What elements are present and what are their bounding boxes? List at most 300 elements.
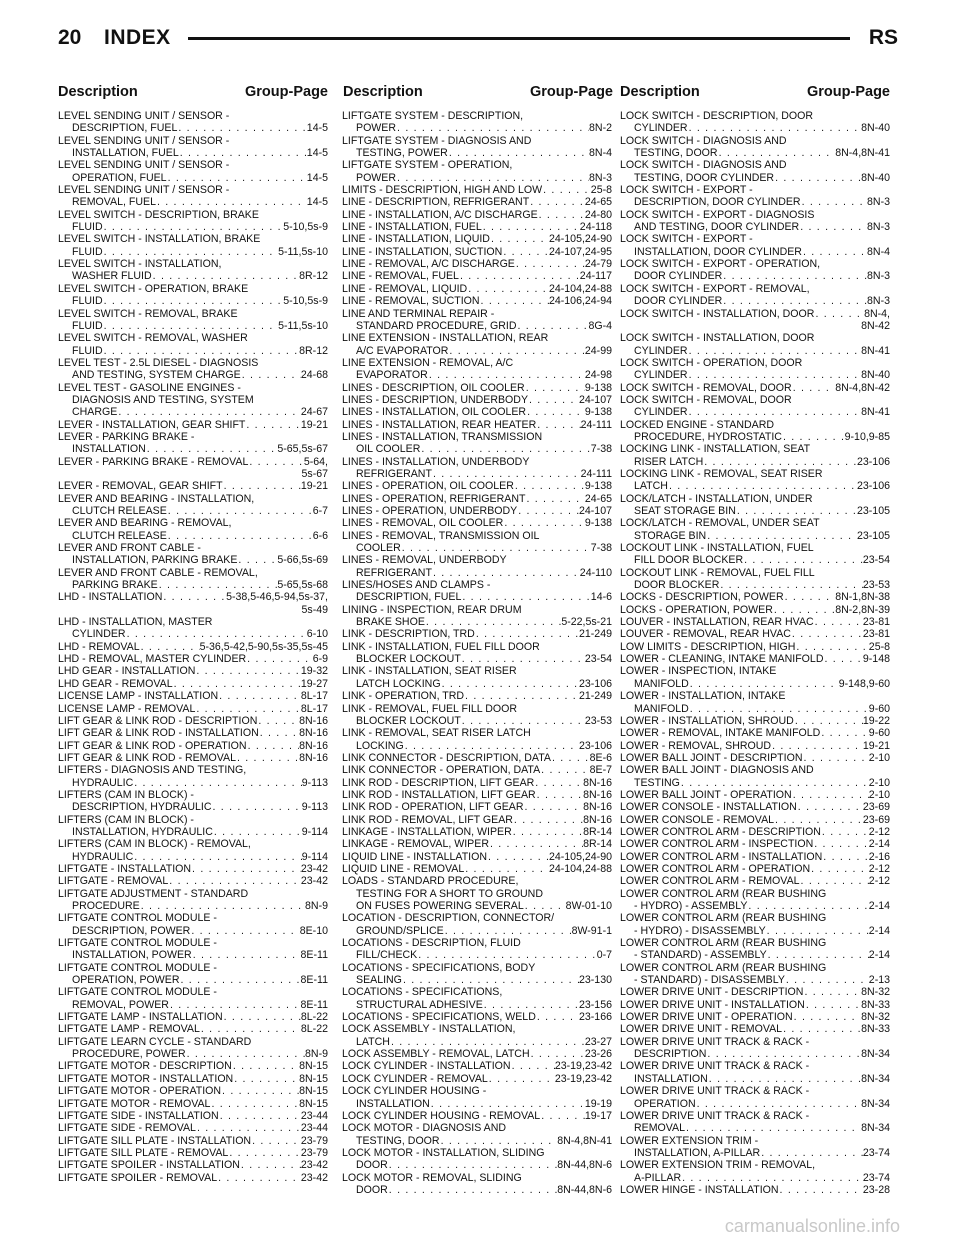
entry-page: 9-148 (862, 653, 890, 666)
column-header-description: Description (58, 84, 138, 100)
entry-page: 9-148,9-60 (838, 677, 890, 690)
index-entry (620, 986, 890, 998)
entry-text: LOW LIMITS - DESCRIPTION, HIGH (620, 640, 796, 653)
entry-text: LOWER - REMOVAL, SHROUD (620, 739, 772, 752)
dot-leader (703, 456, 857, 468)
entry-text: - STANDARD) - DISASSEMBLY (634, 974, 785, 987)
entry-text: RISER LATCH (634, 455, 704, 468)
entry-page: 8N-4, (864, 307, 890, 320)
entry-page: 24-105,24-90 (548, 233, 612, 246)
entry-text: FILL/CHECK (356, 949, 418, 962)
entry-page: 23-26 (584, 1048, 612, 1061)
dot-leader (536, 1011, 579, 1023)
entry-page: 5-64, (303, 455, 328, 468)
dot-leader (192, 949, 301, 961)
entry-text: LEVER - REMOVAL, GEAR SHIFT (58, 480, 223, 493)
entry-page: 5-38,5-46,5-94,5s-37, (226, 591, 328, 604)
dot-leader (542, 184, 591, 196)
index-entry (620, 764, 890, 789)
index-entry (342, 801, 612, 813)
entry-text: LINK ROD - DESCRIPTION, LIFT GEAR (342, 776, 535, 789)
dot-leader (502, 246, 549, 258)
entry-text: LIQUID LINE - INSTALLATION (342, 850, 488, 863)
dot-leader (167, 172, 307, 184)
dot-leader (195, 703, 301, 715)
entry-text: LINES - INSTALLATION, REAR HEATER (342, 418, 537, 431)
entry-page: 9-138 (584, 517, 612, 530)
index-entry (620, 567, 890, 592)
entry-page: 8L-17 (300, 690, 328, 703)
entry-text: LINES - OPERATION, UNDERBODY (342, 505, 518, 517)
dot-leader (803, 986, 861, 998)
dot-leader (430, 1098, 585, 1110)
index-entry (58, 665, 328, 677)
entry-text: LOWER - INSTALLATION, SHROUD (620, 714, 794, 727)
index-entry (58, 863, 328, 875)
index-entry (620, 641, 890, 653)
entry-text: OIL COOLER (356, 443, 421, 456)
entry-page: 23-54 (584, 653, 612, 666)
dot-leader (173, 678, 301, 690)
entry-text: BRAKE SHOE (356, 616, 425, 629)
index-entry (342, 851, 612, 863)
dot-leader (540, 1110, 585, 1122)
index-entry (58, 456, 328, 481)
entry-page: 8N-41 (861, 406, 890, 419)
entry-page: 9-60 (868, 727, 890, 740)
index-entry (58, 1110, 328, 1122)
index-entry (58, 1036, 328, 1061)
entry-text: MANIFOLD (634, 677, 689, 690)
entry-text: DESCRIPTION, FUEL (356, 591, 462, 604)
dot-leader (158, 579, 278, 591)
entry-page: 8N-44,8N-6 (557, 1159, 612, 1172)
dot-leader (736, 505, 857, 517)
entry-page: 8R-14 (583, 825, 612, 838)
entry-text: LIFTGATE MOTOR - OPERATION (58, 1085, 222, 1098)
dot-leader (774, 172, 861, 184)
index-entry (342, 752, 612, 764)
entry-text: LOWER BALL JOINT - DIAGNOSIS AND (620, 764, 814, 777)
entry-text: LIFTGATE - REMOVAL (58, 875, 169, 888)
entry-text: CYLINDER (634, 344, 688, 357)
dot-leader (133, 777, 301, 789)
entry-text: LOCKED ENGINE - STANDARD (620, 418, 775, 431)
entry-text: LEVEL SENDING UNIT / SENSOR - (58, 159, 230, 172)
entry-text: LINES - REMOVAL, UNDERBODY (342, 554, 507, 567)
entry-text: LIFT GEAR & LINK ROD - REMOVAL (58, 751, 236, 764)
entry-page: 6-9 (312, 653, 328, 666)
index-entry (58, 567, 328, 592)
dot-leader (813, 838, 869, 850)
dot-leader (689, 703, 869, 715)
dot-leader (461, 715, 585, 727)
entry-text: LOADS - STANDARD PROCEDURE, (342, 875, 519, 888)
index-entry (620, 468, 890, 493)
entry-page: 19-21 (300, 418, 328, 431)
index-entry (58, 690, 328, 702)
index-entry (58, 653, 328, 665)
dot-leader (810, 863, 869, 875)
entry-page: 8N-40 (861, 122, 890, 135)
index-entry (58, 875, 328, 887)
index-entry (58, 258, 328, 283)
entry-text: LHD GEAR - INSTALLATION (58, 665, 196, 678)
entry-page: 2-12 (868, 875, 890, 888)
entry-page: 8N-16 (583, 788, 612, 801)
entry-text: LOWER CONTROL ARM - INSPECTION (620, 838, 814, 851)
entry-text: LOWER DRIVE UNIT - DESCRIPTION (620, 986, 804, 999)
index-entry (58, 789, 328, 814)
index-entry (58, 542, 328, 567)
entry-text: LEVEL TEST - GASOLINE ENGINES - (58, 381, 241, 394)
entry-page: 24-105,24-90 (548, 850, 612, 863)
index-entry (58, 493, 328, 518)
entry-text: INSTALLATION, FUEL (72, 147, 179, 160)
dot-leader (464, 863, 549, 875)
index-entry (58, 752, 328, 764)
dot-leader (246, 653, 313, 665)
dot-leader (241, 369, 301, 381)
entry-text: LINES - REMOVAL, OIL COOLER (342, 517, 504, 530)
dot-leader (464, 690, 579, 702)
index-entry (620, 653, 890, 665)
entry-text: LOCKOUT LINK - REMOVAL, FUEL FILL (620, 566, 815, 579)
entry-text: POWER (356, 122, 397, 135)
entry-text: LINES - REMOVAL, TRANSMISSION OIL (342, 529, 540, 542)
entry-text: LEVEL SENDING UNIT / SENSOR - (58, 184, 230, 197)
dot-leader (441, 678, 579, 690)
index-entry (620, 752, 890, 764)
entry-page: 8N-16 (299, 727, 328, 740)
dot-leader (140, 641, 200, 653)
dot-leader (706, 1048, 861, 1060)
entry-text: LIFT GEAR & LINK ROD - DESCRIPTION (58, 714, 258, 727)
dot-leader (767, 949, 869, 961)
index-column-1 (58, 110, 328, 1184)
entry-page: 24-98 (584, 369, 612, 382)
entry-page: 23-44 (300, 1109, 328, 1122)
entry-text: LOWER DRIVE UNIT - REMOVAL (620, 1023, 783, 1036)
entry-text: LEVEL SENDING UNIT / SENSOR - (58, 134, 230, 147)
dot-leader (475, 628, 579, 640)
column-header-description: Description (343, 84, 423, 100)
dot-leader (186, 1048, 305, 1060)
index-entry (342, 937, 612, 962)
entry-text: LEVEL SWITCH - INSTALLATION, BRAKE (58, 233, 261, 246)
entry-page: 2-14 (868, 924, 890, 937)
entry-text: LOWER EXTENSION TRIM - REMOVAL, (620, 1159, 816, 1172)
entry-text: LOCKING (356, 739, 404, 752)
entry-text: TESTING FOR A SHORT TO GROUND (356, 887, 543, 900)
column-header-group-page: Group-Page (245, 84, 328, 100)
entry-text: HYDRAULIC (72, 850, 134, 863)
index-entry (58, 357, 328, 382)
entry-page: 24-79 (584, 258, 612, 271)
entry-page: 2-12 (868, 825, 890, 838)
index-entry (620, 591, 890, 603)
dot-leader (223, 480, 301, 492)
entry-text: LOCK SWITCH - EXPORT - OPERATION, (620, 258, 821, 271)
dot-leader (401, 542, 591, 554)
dot-leader (805, 999, 861, 1011)
entry-page: 6-10 (306, 628, 328, 641)
entry-text: LIFTGATE - INSTALLATION (58, 862, 192, 875)
index-entry (342, 703, 612, 728)
entry-text: LINES - INSTALLATION, TRANSMISSION (342, 430, 543, 443)
entry-text: LIFTERS - DIAGNOSIS AND TESTING, (58, 764, 247, 777)
entry-text: LINES - INSTALLATION, OIL COOLER (342, 406, 527, 419)
dot-leader (688, 369, 862, 381)
entry-page: 8N-2,8N-39 (835, 603, 890, 616)
index-entry (620, 283, 890, 308)
entry-text: DESCRIPTION (634, 1048, 707, 1061)
entry-text: LEVER AND BEARING - INSTALLATION, (58, 492, 255, 505)
entry-page: 23-69 (862, 801, 890, 814)
dot-leader (782, 1023, 861, 1035)
entry-page: 2-10 (868, 788, 890, 801)
entry-text: DOOR CYLINDER (634, 295, 723, 308)
entry-text: CLUTCH RELEASE (72, 505, 167, 517)
entry-text: LIFTGATE LAMP - REMOVAL (58, 1023, 200, 1036)
entry-text: LINE - INSTALLATION, FUEL (342, 221, 482, 234)
entry-text: DOOR (356, 1159, 388, 1172)
entry-text: LOCK SWITCH - REMOVAL, DOOR (620, 393, 792, 406)
entry-text: INSTALLATION (72, 443, 146, 456)
entry-text: AND TESTING, SYSTEM CHARGE (72, 369, 241, 382)
index-entry (58, 1085, 328, 1097)
index-entry (58, 1159, 328, 1171)
entry-page: 23-106 (579, 677, 612, 690)
entry-page: 8W-01-10 (565, 900, 612, 912)
entry-text: LHD - INSTALLATION, MASTER (58, 616, 213, 629)
entry-text: LINE - INSTALLATION, LIQUID (342, 233, 490, 246)
dot-leader (233, 1073, 299, 1085)
entry-page: 8R-12 (299, 344, 328, 357)
entry-text: LOCK MOTOR - INSTALLATION, SLIDING (342, 1146, 545, 1159)
entry-page: 8N-15 (299, 1072, 328, 1085)
entry-text: LINES - OPERATION, REFRIGERANT (342, 492, 526, 505)
dot-leader (536, 789, 583, 801)
dot-leader (719, 579, 863, 591)
entry-page: 24-99 (584, 344, 612, 357)
entry-page: 23-42 (300, 862, 328, 875)
entry-page: 6-6 (312, 529, 328, 542)
entry-text: LOCK CYLINDER HOUSING - (342, 1085, 487, 1098)
dot-leader (515, 258, 585, 270)
entry-text: SEALING (356, 974, 402, 987)
dot-leader (223, 1011, 301, 1023)
index-entry (58, 419, 328, 431)
index-entry (58, 962, 328, 987)
entry-text: LINK ROD - OPERATION, LIFT GEAR (342, 801, 524, 814)
entry-text: LINE EXTENSION - INSTALLATION, REAR (342, 332, 549, 345)
dot-leader (512, 826, 583, 838)
dot-leader (487, 851, 549, 863)
dot-leader (432, 468, 581, 480)
dot-leader (821, 826, 869, 838)
entry-text: LINE - REMOVAL, SUCTION (342, 295, 480, 308)
entry-page: 9-138 (584, 406, 612, 419)
entry-page: 2-10 (868, 751, 890, 764)
dot-leader (551, 752, 590, 764)
index-entry (58, 912, 328, 937)
dot-leader (432, 567, 580, 579)
entry-page: 23-74 (862, 1171, 890, 1184)
entry-text: LINK - REMOVAL, FUEL FILL DOOR (342, 702, 518, 715)
dot-leader (103, 246, 279, 258)
dot-leader (685, 1122, 861, 1134)
dot-leader (524, 801, 584, 813)
entry-page: 19-22 (862, 714, 890, 727)
entry-text: LICENSE LAMP - INSTALLATION (58, 690, 219, 703)
entry-text: A-PILLAR (634, 1171, 682, 1184)
entry-page: 5-65,5s-67 (277, 443, 328, 456)
index-entry (342, 1122, 612, 1147)
entry-text: LEVER AND BEARING - REMOVAL, (58, 517, 232, 530)
entry-text: LOCK SWITCH - EXPORT - DIAGNOSIS (620, 208, 815, 221)
entry-text: LINE - REMOVAL, FUEL (342, 270, 459, 283)
index-entry (342, 838, 612, 850)
entry-text: DESCRIPTION, FUEL (72, 122, 178, 135)
index-entry (58, 159, 328, 184)
index-entry (620, 308, 890, 333)
dot-leader (467, 283, 549, 295)
entry-page: 24-65 (584, 492, 612, 505)
index-entry (620, 209, 890, 234)
entry-text: LINES - OPERATION, OIL COOLER (342, 480, 514, 493)
dot-leader (774, 814, 863, 826)
entry-text: STORAGE BIN (634, 529, 707, 542)
entry-text: LINK - INSTALLATION, FUEL FILL DOOR (342, 640, 540, 653)
entry-text: LICENSE LAMP - REMOVAL (58, 702, 196, 715)
dot-leader (257, 715, 299, 727)
entry-page: 8E-7 (589, 764, 612, 777)
index-entry (620, 1110, 890, 1135)
entry-page: 8L-17 (300, 702, 328, 715)
index-entry (58, 1023, 328, 1035)
index-entry (58, 1011, 328, 1023)
entry-text: LEVEL SWITCH - INSTALLATION, (58, 258, 222, 271)
dot-leader (232, 1060, 299, 1072)
entry-page: 24-118 (579, 221, 612, 234)
dot-leader (425, 616, 561, 628)
dot-leader (696, 1098, 862, 1110)
index-entry (58, 283, 328, 308)
entry-text: LINES - DESCRIPTION, UNDERBODY (342, 393, 529, 406)
entry-text: INSTALLATION, HYDRAULIC (72, 825, 213, 838)
dot-leader (213, 826, 302, 838)
entry-text: OPERATION, FUEL (72, 171, 167, 184)
dot-leader (513, 814, 583, 826)
entry-page: 14-5 (306, 122, 328, 135)
dot-leader (747, 900, 868, 912)
index-entry (58, 678, 328, 690)
dot-leader (503, 517, 585, 529)
entry-text: LIFTGATE SYSTEM - OPERATION, (342, 159, 513, 172)
dot-leader (237, 554, 277, 566)
dot-leader (802, 752, 868, 764)
entry-text: HYDRAULIC (72, 776, 134, 789)
entry-text: LIFTGATE SYSTEM - DESCRIPTION, (342, 110, 524, 122)
entry-page: 23-69 (862, 813, 890, 826)
entry-text: LOWER HINGE - INSTALLATION (620, 1183, 779, 1196)
index-entry (342, 1085, 612, 1110)
entry-text: LOCATION - DESCRIPTION, CONNECTOR/ (342, 912, 555, 925)
dot-leader (680, 777, 869, 789)
dot-leader (245, 419, 301, 431)
dot-leader (179, 147, 307, 159)
entry-text: LOCK MOTOR - DIAGNOSIS AND (342, 1122, 507, 1135)
dot-leader (794, 715, 863, 727)
entry-page: 23-53 (862, 579, 890, 592)
dot-leader (444, 925, 572, 937)
index-entry (342, 875, 612, 912)
dot-leader (461, 591, 590, 603)
entry-page: 8N-40 (861, 369, 890, 382)
entry-text: LOCKING LINK - INSTALLATION, SEAT (620, 443, 811, 456)
entry-text: STANDARD PROCEDURE, GRID (356, 319, 517, 332)
entry-text: LEVEL TEST - 2.5L DIESEL - DIAGNOSIS (58, 356, 259, 369)
entry-page: 24-111 (580, 467, 612, 480)
index-entry (342, 1073, 612, 1085)
dot-leader (799, 221, 867, 233)
entry-text: LOWER CONTROL ARM - DESCRIPTION (620, 825, 821, 838)
entry-text: ON FUSES POWERING SEVERAL (356, 900, 524, 912)
entry-page: 19-19 (584, 1097, 612, 1110)
entry-text: POWER (356, 171, 397, 184)
index-entry (342, 1172, 612, 1197)
entry-page: 24-107 (579, 505, 612, 517)
entry-text: CYLINDER (72, 628, 126, 641)
entry-page: 7-38 (590, 443, 612, 456)
entry-text: LOWER DRIVE UNIT TRACK & RACK - (620, 1085, 810, 1098)
entry-text: LEVEL SENDING UNIT / SENSOR - (58, 110, 230, 122)
dot-leader (797, 801, 863, 813)
index-entry (620, 875, 890, 887)
entry-text: LIFT GEAR & LINK ROD - INSTALLATION (58, 727, 259, 740)
dot-leader (103, 221, 284, 233)
entry-page: 9-113 (301, 776, 328, 789)
entry-page: 5-10,5s-9 (283, 221, 328, 234)
dot-leader (133, 851, 301, 863)
index-entry (58, 382, 328, 419)
index-entry (342, 308, 612, 333)
entry-text: LIFTGATE SIDE - INSTALLATION (58, 1109, 219, 1122)
index-column-3 (620, 110, 890, 1196)
column-headers (58, 84, 898, 104)
entry-text: LOCATIONS - SPECIFICATIONS, BODY (342, 961, 536, 974)
entry-page: 8R-14 (583, 838, 612, 851)
entry-text: TESTING (634, 776, 680, 789)
entry-page: 8W-91-1 (571, 924, 612, 937)
dot-leader (514, 480, 585, 492)
entry-text: LINE EXTENSION - REMOVAL, A/C (342, 356, 514, 369)
entry-text: A/C EVAPORATOR (356, 344, 449, 357)
entry-page: 5-36,5-42,5-90,5s-35,5s-45 (199, 640, 328, 653)
entry-text: LIFTGATE ADJUSTMENT - STANDARD (58, 887, 249, 900)
index-entry (342, 246, 612, 258)
entry-page: 23-105 (857, 529, 890, 542)
dot-leader (200, 1023, 301, 1035)
dot-leader (708, 1073, 861, 1085)
entry-page: 8E-6 (589, 751, 612, 764)
entry-page: 8N-34 (861, 1122, 890, 1135)
column-header-group-page: Group-Page (530, 84, 613, 100)
header-rule (188, 37, 850, 40)
entry-text: REFRIGERANT (356, 467, 432, 480)
index-entry (58, 814, 328, 839)
